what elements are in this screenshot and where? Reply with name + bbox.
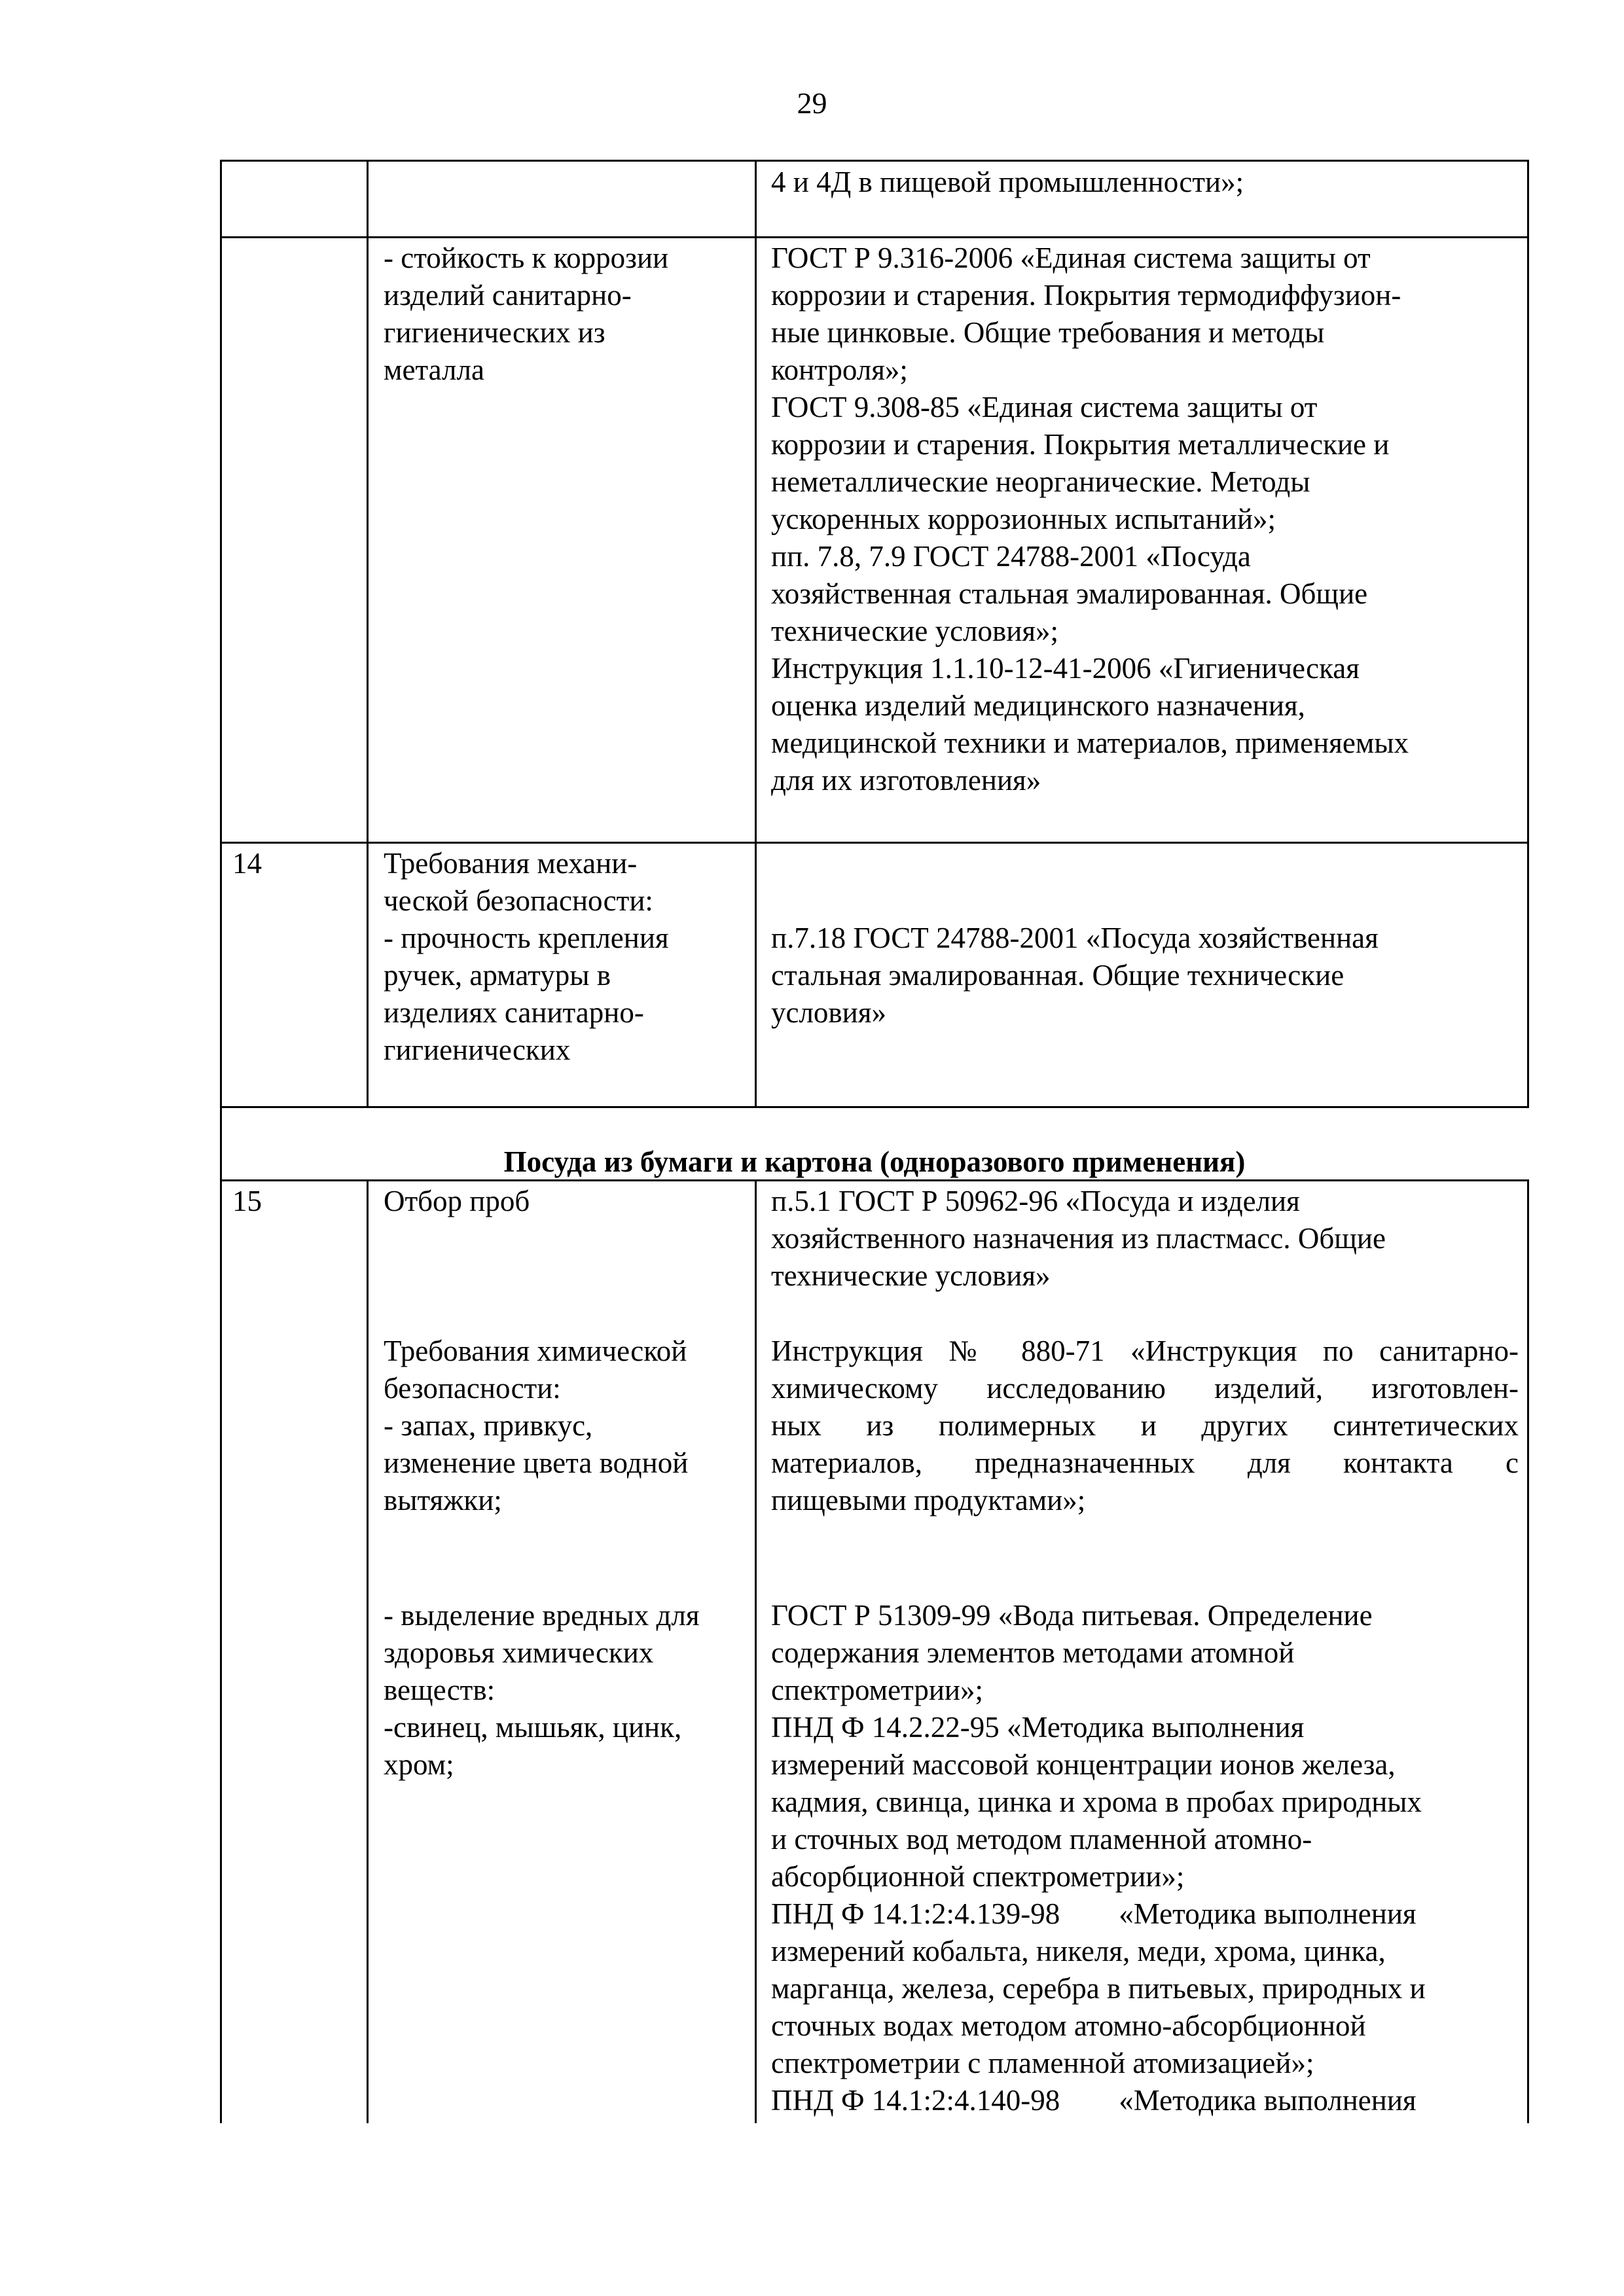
cell-line: веществ: xyxy=(384,1674,496,1706)
cell-line: спектрометрии с пламенной атомизацией»; xyxy=(771,2047,1314,2079)
cell-line: спектрометрии»; xyxy=(771,1674,983,1706)
cell-line: изменение цвета водной xyxy=(384,1446,689,1479)
table-line xyxy=(755,1179,757,2123)
cell-line: ные цинковые. Общие требования и методы xyxy=(771,316,1325,349)
cell-line: вытяжки; xyxy=(384,1484,502,1516)
cell-line: изделиях санитарно- xyxy=(384,996,644,1029)
table-cell-indicator xyxy=(384,240,668,389)
table-cell-indicator xyxy=(384,1183,530,1220)
table-cell-standard xyxy=(771,164,1244,201)
cell-line: ПНД Ф 14.1:2:4.140-98 «Методика выполнения xyxy=(771,2084,1416,2117)
table-cell-indicator xyxy=(384,1597,700,1784)
table-line xyxy=(220,1106,1529,1108)
table-line xyxy=(367,160,369,1108)
cell-line: коррозии и старения. Покрытия металлические и xyxy=(771,428,1390,461)
cell-line: п.7.18 ГОСТ 24788-2001 «Посуда хозяйственная xyxy=(771,922,1379,954)
cell-line: коррозии и старения. Покрытия термодиффузион- xyxy=(771,279,1401,312)
table-cell-standard xyxy=(771,920,1379,1031)
cell-line: и сточных вод методом пламенной атомно- xyxy=(771,1823,1312,1856)
cell-line: Отбор проб xyxy=(384,1185,530,1217)
cell-line: гигиенических из xyxy=(384,316,605,349)
cell-line: ГОСТ Р 9.316-2006 «Единая система защиты от xyxy=(771,242,1371,274)
section-title: Посуда из бумаги и картона (одноразового применения) xyxy=(503,1145,1246,1178)
cell-line: ных из полимерных и других синтетических xyxy=(771,1409,1519,1442)
cell-line: условия» xyxy=(771,996,886,1029)
cell-line: Инструкция № 880-71 «Инструкция по санитарно- xyxy=(771,1335,1519,1367)
cell-line: хозяйственного назначения из пластмасс. Общие xyxy=(771,1222,1386,1255)
cell-line: ческой безопасности: xyxy=(384,884,653,917)
table-cell-standard xyxy=(771,240,1409,799)
cell-line: - запах, привкус, xyxy=(384,1409,593,1442)
table-line xyxy=(220,236,1529,238)
row-number: 14 xyxy=(232,847,262,880)
cell-line: содержания элементов методами атомной xyxy=(771,1636,1295,1669)
cell-line: Инструкция 1.1.10-12-41-2006 «Гигиеническая xyxy=(771,652,1360,685)
cell-line: марганца, железа, серебра в питьевых, природных и xyxy=(771,1972,1426,2005)
table-cell-indicator xyxy=(384,1333,688,1519)
cell-line: медицинской техники и материалов, применяемых xyxy=(771,726,1409,759)
cell-line: безопасности: xyxy=(384,1372,561,1405)
cell-line: -свинец, мышьяк, цинк, xyxy=(384,1711,682,1744)
table-cell-indicator xyxy=(384,845,669,1069)
cell-line: хозяйственная стальная эмалированная. Общие xyxy=(771,577,1368,610)
table-cell-standard xyxy=(771,1597,1426,2119)
cell-line: кадмия, свинца, цинка и хрома в пробах природных xyxy=(771,1785,1422,1818)
cell-line: неметаллические неорганические. Методы xyxy=(771,465,1310,498)
cell-line: технические условия»; xyxy=(771,615,1059,647)
cell-line: измерений массовой концентрации ионов железа, xyxy=(771,1748,1396,1781)
cell-line: ПНД Ф 14.1:2:4.139-98 «Методика выполнения xyxy=(771,1897,1416,1930)
table-line xyxy=(755,160,757,1108)
cell-line: ПНД Ф 14.2.22-95 «Методика выполнения xyxy=(771,1711,1305,1744)
cell-line: пищевыми продуктами»; xyxy=(771,1484,1086,1516)
cell-line: изделий санитарно- xyxy=(384,279,632,312)
cell-line: 4 и 4Д в пищевой промышленности»; xyxy=(771,166,1244,198)
cell-line: гигиенических xyxy=(384,1033,571,1066)
cell-line: химическому исследованию изделий, изготовлен- xyxy=(771,1372,1519,1405)
cell-line: для их изготовления» xyxy=(771,764,1041,797)
cell-line: оценка изделий медицинского назначения, xyxy=(771,689,1305,722)
cell-line: п.5.1 ГОСТ Р 50962-96 «Посуда и изделия xyxy=(771,1185,1300,1217)
cell-line: - выделение вредных для xyxy=(384,1599,700,1632)
cell-line: сточных водах методом атомно-абсорбционной xyxy=(771,2009,1366,2042)
cell-line: металла xyxy=(384,353,484,386)
row-number: 15 xyxy=(232,1185,262,1217)
table-line xyxy=(1527,1179,1529,2123)
page-number: 29 xyxy=(797,86,827,120)
table-cell-standard xyxy=(771,1183,1386,1295)
cell-line: измерений кобальта, никеля, меди, хрома, цинка, xyxy=(771,1935,1386,1967)
cell-line: Требования механи- xyxy=(384,847,638,880)
table-line xyxy=(220,842,1529,844)
cell-line: здоровья химических xyxy=(384,1636,654,1669)
cell-line: ручек, арматуры в xyxy=(384,959,611,992)
cell-line: Требования химической xyxy=(384,1335,687,1367)
cell-line: материалов, предназначенных для контакта с xyxy=(771,1446,1519,1479)
table-line xyxy=(220,160,222,2123)
cell-line: ускоренных коррозионных испытаний»; xyxy=(771,503,1276,535)
cell-line: хром; xyxy=(384,1748,454,1781)
cell-line: контроля»; xyxy=(771,353,908,386)
cell-line: - прочность крепления xyxy=(384,922,669,954)
cell-line: ГОСТ Р 51309-99 «Вода питьевая. Определение xyxy=(771,1599,1373,1632)
cell-line: - стойкость к коррозии xyxy=(384,242,669,274)
table-cell-standard xyxy=(771,1333,1519,1519)
cell-line: стальная эмалированная. Общие технические xyxy=(771,959,1344,992)
table-line xyxy=(1527,160,1529,1108)
cell-line: ГОСТ 9.308-85 «Единая система защиты от xyxy=(771,391,1318,423)
table-line xyxy=(220,160,1529,162)
cell-line: абсорбционной спектрометрии»; xyxy=(771,1860,1185,1893)
table-line xyxy=(367,1179,369,2123)
cell-line: пп. 7.8, 7.9 ГОСТ 24788-2001 «Посуда xyxy=(771,540,1251,573)
cell-line: технические условия» xyxy=(771,1259,1051,1292)
